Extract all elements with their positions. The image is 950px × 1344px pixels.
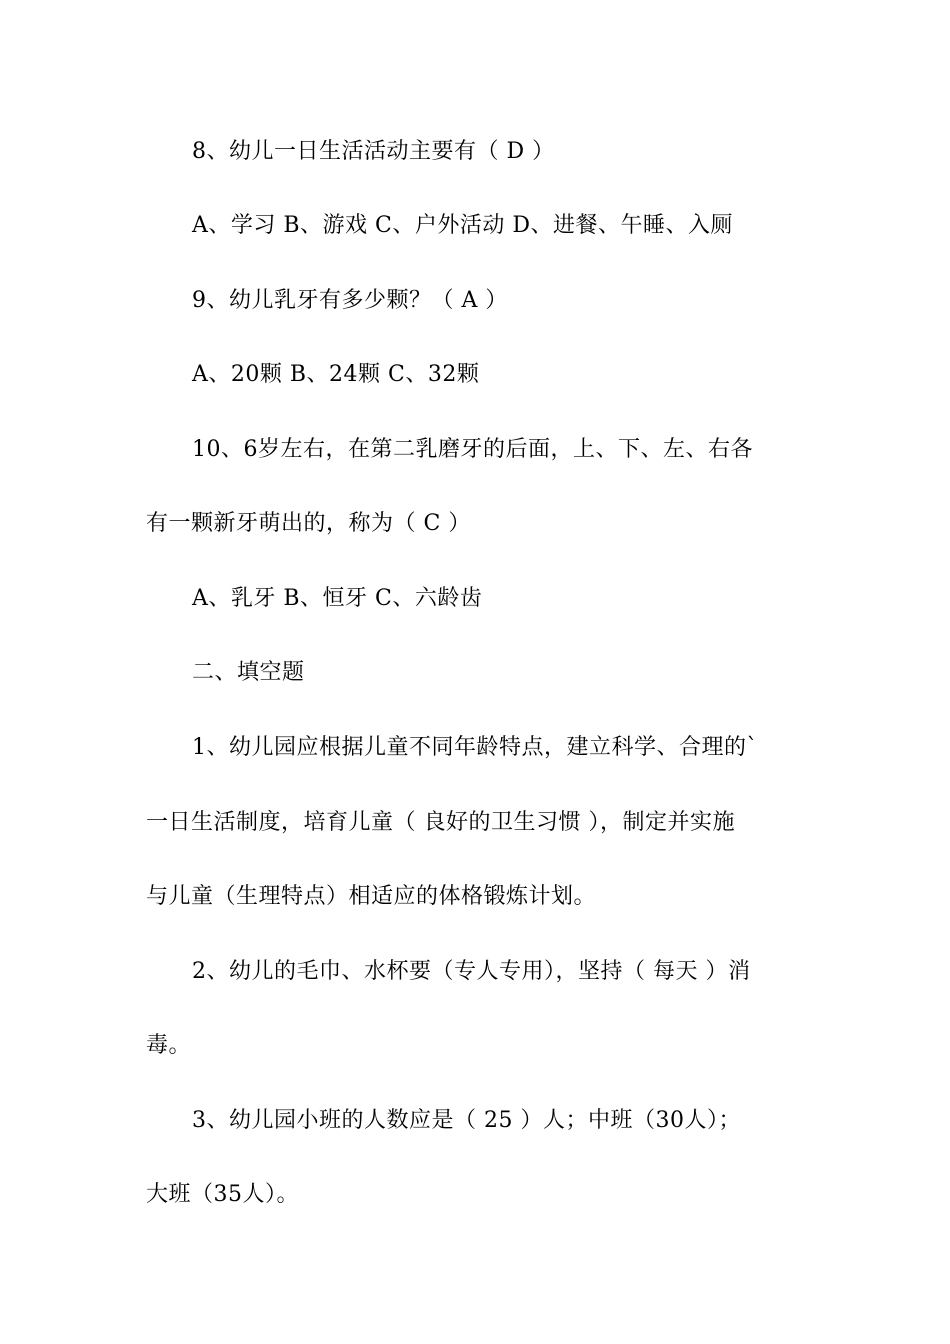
question-8-options: A、学习 B、游戏 C、户外活动 D、进餐、午睡、入厕 [192, 213, 734, 238]
question-8: 8、幼儿一日生活活动主要有（ D ） [192, 139, 555, 164]
fill-2-line-2: 毒。 [146, 1033, 192, 1058]
fill-3-line-1: 3、幼儿园小班的人数应是（ 25 ）人；中班（30人）； [192, 1108, 741, 1133]
question-9-options: A、20颗 B、24颗 C、32颗 [192, 362, 480, 387]
question-10-line-1: 10、6岁左右，在第二乳磨牙的后面，上、下、左、右各 [192, 437, 753, 462]
question-10-line-2: 有一颗新牙萌出的，称为（ C ） [146, 511, 471, 536]
question-10-options: A、乳牙 B、恒牙 C、六龄齿 [192, 586, 483, 611]
section-heading: 二、填空题 [192, 660, 305, 685]
fill-1-line-2: 一日生活制度，培育儿童（ 良好的卫生习惯 ），制定并实施 [146, 810, 735, 835]
fill-3-line-2: 大班（35人）。 [146, 1182, 299, 1207]
fill-1-line-1: 1、幼儿园应根据儿童不同年龄特点，建立科学、合理的` [192, 735, 758, 760]
fill-2-line-1: 2、幼儿的毛巾、水杯要（专人专用），坚持（ 每天 ）消 [192, 959, 751, 984]
fill-1-line-3: 与儿童（生理特点）相适应的体格锻炼计划。 [146, 884, 597, 909]
question-9: 9、幼儿乳牙有多少颗？（ A ） [192, 288, 508, 313]
